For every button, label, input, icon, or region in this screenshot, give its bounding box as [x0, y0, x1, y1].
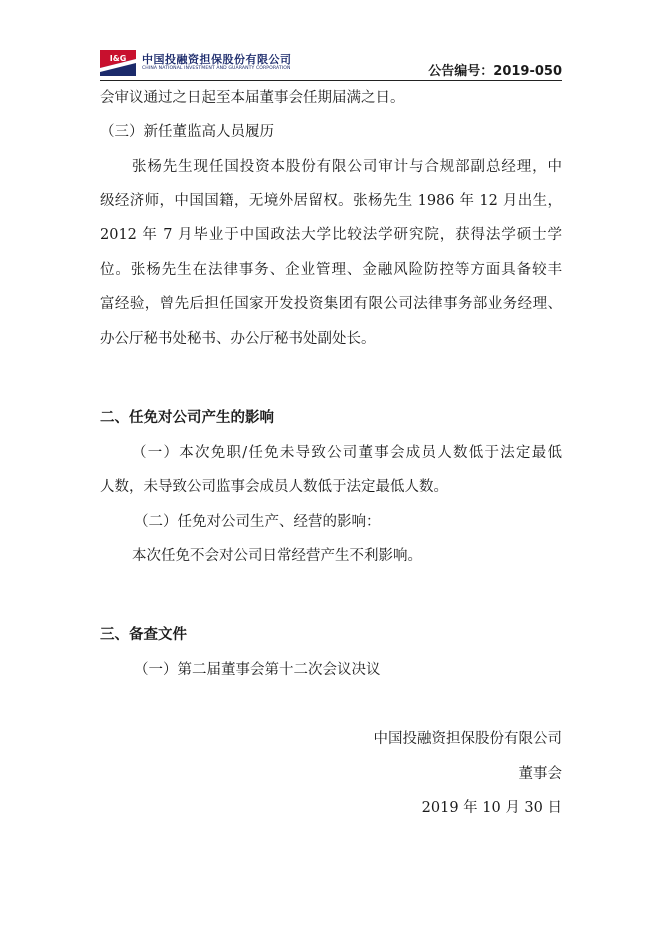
- resume-line: 级经济师，中国国籍，无境外居留权。张杨先生 1986 年 12 月出生，: [100, 193, 562, 209]
- company-name-cn: 中国投融资担保股份有限公司: [142, 53, 292, 66]
- page-header: [100, 50, 562, 80]
- continuation-text: 会审议通过之日起至本届董事会任期届满之日。: [100, 90, 405, 106]
- impact-line: （一）本次免职/任免未导致公司董事会成员人数低于法定最低: [132, 445, 562, 461]
- resume-line: 位。张杨先生在法律事务、企业管理、金融风险防控等方面具备较丰: [100, 262, 562, 278]
- impact-2-text: 本次任免不会对公司日常经营产生不利影响。: [132, 548, 422, 564]
- subsection-3-title: （三）新任董监高人员履历: [100, 124, 274, 140]
- filing-item: （一）第二届董事会第十二次会议决议: [134, 662, 381, 678]
- signature-date: 2019 年 10 月 30 日: [421, 800, 562, 816]
- resume-line: 富经验，曾先后担任国家开发投资集团有限公司法律事务部业务经理、: [100, 296, 562, 312]
- notice-number: 公告编号：2019-050: [428, 64, 562, 79]
- resume-line: 2012 年 7 月毕业于中国政法大学比较法学研究院，获得法学硕士学: [100, 227, 562, 243]
- resume-line: 张杨先生现任国投资本股份有限公司审计与合规部副总经理，中: [132, 159, 562, 175]
- header-divider: [100, 80, 562, 81]
- section-2-title: 二、任免对公司产生的影响: [100, 410, 274, 426]
- impact-line: 人数，未导致公司监事会成员人数低于法定最低人数。: [100, 479, 448, 495]
- signature-board: 董事会: [518, 766, 562, 782]
- company-logo: [100, 50, 136, 76]
- logo-text: I&G: [109, 54, 127, 63]
- resume-line: 办公厅秘书处秘书、办公厅秘书处副处长。: [100, 331, 376, 347]
- section-3-title: 三、备查文件: [100, 627, 187, 643]
- company-name-en: CHINA NATIONAL INVESTMENT AND GUARANTY CORPORATION: [142, 66, 291, 71]
- impact-2-title: （二）任免对公司生产、经营的影响：: [134, 514, 381, 530]
- signature-company: 中国投融资担保股份有限公司: [373, 731, 562, 747]
